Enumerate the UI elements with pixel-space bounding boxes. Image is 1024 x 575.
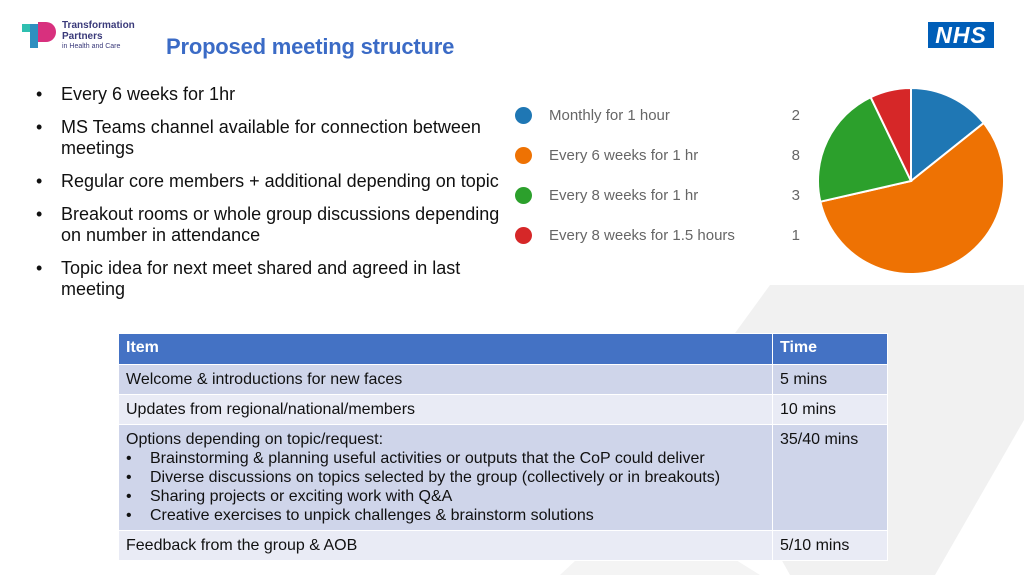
bullet-dot: •: [36, 204, 43, 224]
item-cell: Updates from regional/national/members: [119, 395, 773, 425]
table-row: [119, 531, 888, 561]
agenda-table: [118, 333, 888, 561]
table-row: [119, 395, 888, 425]
bullet-text: Every 6 weeks for 1hr: [61, 84, 236, 104]
bullet-item: [36, 171, 516, 192]
legend-entry-monthly: [515, 100, 800, 130]
time-cell: 35/40 mins: [773, 425, 888, 531]
table-row: [119, 365, 888, 395]
legend-swatch: [515, 187, 532, 204]
legend-value: 8: [791, 146, 800, 164]
logo-line-1: Transformation: [62, 20, 135, 31]
legend-value: 2: [791, 106, 800, 124]
bullet-text: MS Teams channel available for connection between meetings: [61, 117, 481, 158]
item-cell: Feedback from the group & AOB: [119, 531, 773, 561]
legend-swatch: [515, 107, 532, 124]
option-item: [126, 487, 765, 506]
time-cell: 5 mins: [773, 365, 888, 395]
transformation-partners-logo: [22, 20, 135, 51]
legend-label: Every 8 weeks for 1 hr: [549, 186, 699, 204]
bullet-text: Breakout rooms or whole group discussions depending on number in attendance: [61, 204, 500, 245]
header-time: Time: [773, 334, 888, 365]
options-list: [126, 449, 765, 525]
legend-entry-8-weeks-1hr: [515, 180, 800, 210]
legend-label: Every 6 weeks for 1 hr: [549, 146, 699, 164]
legend-swatch: [515, 227, 532, 244]
legend-entry-6-weeks: [515, 140, 800, 170]
bullet-item: [36, 117, 516, 159]
bullet-text: Regular core members + additional depending on topic: [61, 171, 499, 191]
option-text: Sharing projects or exciting work with Q&A: [150, 488, 453, 505]
bullet-dot: •: [126, 469, 132, 486]
legend-value: 3: [791, 186, 800, 204]
pie-chart: [816, 86, 1006, 276]
nhs-logo: NHS: [928, 22, 994, 48]
table-header-row: [119, 334, 888, 365]
bullet-dot: •: [36, 258, 43, 278]
bullet-item: [36, 204, 516, 246]
tp-logo-icon: [22, 20, 56, 50]
logo-subtext: in Health and Care: [62, 43, 121, 50]
header-item: Item: [119, 334, 773, 365]
bullet-text: Topic idea for next meet shared and agreed in last meeting: [61, 258, 461, 299]
bullet-item: [36, 84, 516, 105]
table-row: [119, 425, 888, 531]
option-item: [126, 506, 765, 525]
bullet-dot: •: [126, 488, 132, 505]
legend-entry-8-weeks-1-5hr: [515, 220, 800, 250]
bullet-dot: •: [36, 84, 43, 104]
bullet-dot: •: [36, 117, 43, 137]
item-cell: [119, 425, 773, 531]
option-item: [126, 449, 765, 468]
option-text: Diverse discussions on topics selected by the group (collectively or in breakouts): [150, 469, 721, 486]
option-item: [126, 468, 765, 487]
bullet-dot: •: [126, 507, 132, 524]
legend-value: 1: [791, 226, 800, 244]
bullet-dot: •: [36, 171, 43, 191]
option-text: Creative exercises to unpick challenges & brainstorm solutions: [150, 507, 594, 524]
time-cell: 10 mins: [773, 395, 888, 425]
logo-line-2: Partners: [62, 31, 103, 42]
option-text: Brainstorming & planning useful activities or outputs that the CoP could deliver: [150, 450, 705, 467]
bullet-list: [36, 84, 516, 312]
page-title: Proposed meeting structure: [166, 34, 455, 59]
bullet-dot: •: [126, 450, 132, 467]
legend-swatch: [515, 147, 532, 164]
legend-label: Every 8 weeks for 1.5 hours: [549, 226, 735, 244]
options-heading: Options depending on topic/request:: [126, 431, 384, 448]
time-cell: 5/10 mins: [773, 531, 888, 561]
legend-label: Monthly for 1 hour: [549, 106, 670, 124]
bullet-item: [36, 258, 516, 300]
item-cell: Welcome & introductions for new faces: [119, 365, 773, 395]
